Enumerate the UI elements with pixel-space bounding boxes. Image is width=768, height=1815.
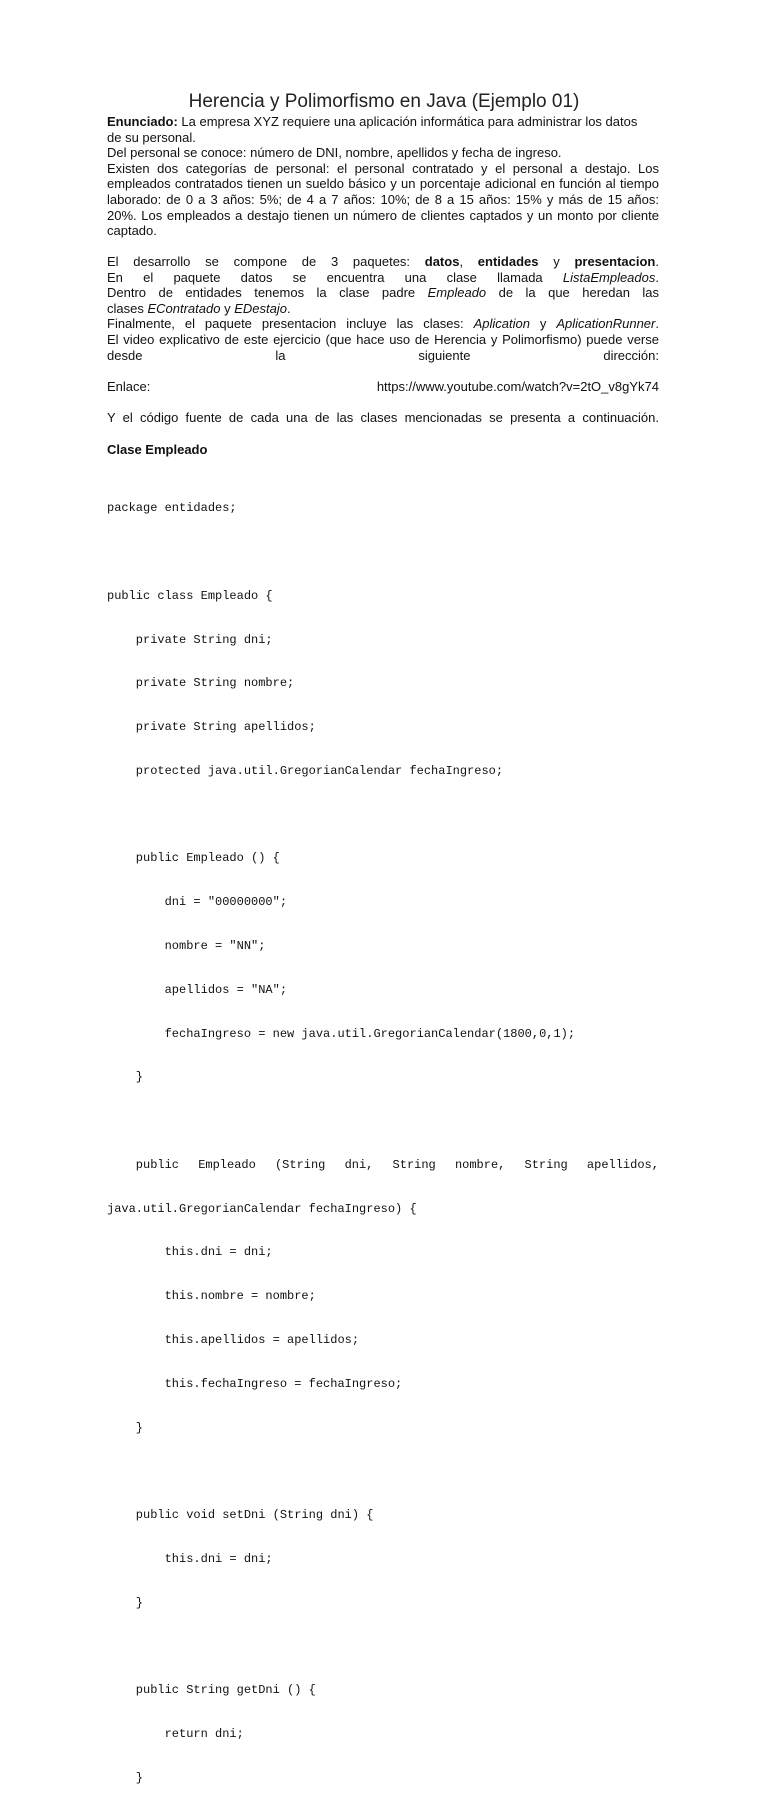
code-line: public class Empleado { — [107, 588, 273, 603]
code-line — [107, 1640, 659, 1655]
code-line: } — [107, 1595, 144, 1610]
code-token: String — [392, 1157, 436, 1172]
code-line: public Empleado () { — [107, 851, 280, 866]
code-line: this.fechaIngreso = fechaIngreso; — [107, 1376, 403, 1391]
desarrollo-line-2: En el paquete datos se encuentra una clase llamada ListaEmpleados. — [107, 269, 659, 285]
code-token: apellidos, — [586, 1157, 659, 1172]
code-line: private String nombre; — [107, 676, 295, 691]
code-line: this.dni = dni; — [107, 1551, 273, 1566]
code-line: fechaIngreso = new java.util.GregorianCalendar(1800,0,1); — [107, 1026, 576, 1041]
codigo-intro — [107, 410, 659, 426]
code-token: (String — [274, 1157, 326, 1172]
code-block — [107, 472, 659, 1815]
paragraph-categorias-2: empleados contratados tienen un sueldo básico y un porcentaje adicional en función al tiempo — [107, 176, 659, 192]
desarrollo-line-6: El video explicativo de este ejercicio (que hace uso de Herencia y Polimorfismo) puede verse — [107, 331, 659, 347]
code-line: this.nombre = nombre; — [107, 1289, 316, 1304]
enunciado-label: Enunciado: — [107, 114, 178, 129]
desarrollo-line-1: El desarrollo se compone de 3 paquetes: datos, entidades y presentacion. — [107, 254, 659, 269]
code-line: this.dni = dni; — [107, 1245, 273, 1260]
code-token: dni, — [344, 1157, 374, 1172]
codigo-intro-text: Y el código fuente de cada una de las clases mencionadas se presenta a continuación. — [107, 410, 659, 425]
code-line: package entidades; — [107, 501, 237, 516]
code-line: } — [107, 1420, 144, 1435]
paragraph-conoce: Del personal se conoce: número de DNI, nombre, apellidos y fecha de ingreso. — [107, 145, 562, 161]
code-line-justified — [107, 1158, 659, 1173]
enlace-row — [107, 379, 659, 395]
paragraph-categorias-1: Existen dos categorías de personal: el personal contratado y el personal a destajo. Los — [107, 160, 659, 176]
enlace-label: Enlace: — [107, 379, 151, 394]
document-title: Herencia y Polimorfismo en Java (Ejemplo 01) — [188, 91, 580, 112]
video-link[interactable]: https://www.youtube.com/watch?v=2tO_v8gYk74 — [376, 379, 659, 394]
code-line — [107, 545, 659, 560]
paragraph-categorias-4: 20%. Los empleados a destajo tienen un número de clientes captados y un monto por cliente — [107, 207, 659, 223]
code-token: public — [107, 1157, 180, 1172]
desarrollo-section — [107, 254, 659, 363]
code-line: } — [107, 1070, 144, 1085]
code-line: public void setDni (String dni) { — [107, 1508, 374, 1523]
desarrollo-line-4: clases EContratado y EDestajo. — [107, 300, 291, 316]
code-token: nombre, — [454, 1157, 506, 1172]
code-line: public String getDni () { — [107, 1683, 316, 1698]
paragraph-categorias-5: captado. — [107, 223, 157, 239]
code-line — [107, 808, 659, 823]
code-line: } — [107, 1770, 144, 1785]
code-token: Empleado — [198, 1157, 256, 1172]
enunciado-text: La empresa XYZ requiere una aplicación informática para administrar los datos — [177, 114, 638, 129]
paragraph-categorias-3: laborado: de 0 a 3 años: 5%; de 4 a 7 años: 10%; de 8 a 15 años: 15% y más de 15 años: — [107, 191, 659, 207]
code-line — [107, 1464, 659, 1479]
code-line: protected java.util.GregorianCalendar fechaIngreso; — [107, 763, 504, 778]
code-line: private String dni; — [107, 632, 273, 647]
desarrollo-line-7: desde la siguiente dirección: — [107, 347, 659, 363]
enunciado-cont: de su personal. — [107, 129, 196, 145]
code-line: java.util.GregorianCalendar fechaIngreso) { — [107, 1201, 417, 1216]
code-line: private String apellidos; — [107, 720, 316, 735]
code-token: String — [524, 1157, 568, 1172]
code-line: this.apellidos = apellidos; — [107, 1333, 360, 1348]
enunciado-section — [107, 114, 659, 239]
code-line: dni = "00000000"; — [107, 895, 288, 910]
clase-empleado-heading: Clase Empleado — [107, 442, 208, 457]
desarrollo-line-3: Dentro de entidades tenemos la clase padre Empleado de la que heredan las — [107, 285, 660, 301]
code-line: return dni; — [107, 1727, 244, 1742]
code-line: nombre = "NN"; — [107, 939, 266, 953]
code-line — [107, 1114, 659, 1129]
desarrollo-line-5: Finalmente, el paquete presentacion incluye las clases: Aplication y AplicationRunner. — [107, 316, 659, 332]
code-line: apellidos = "NA"; — [107, 982, 288, 997]
